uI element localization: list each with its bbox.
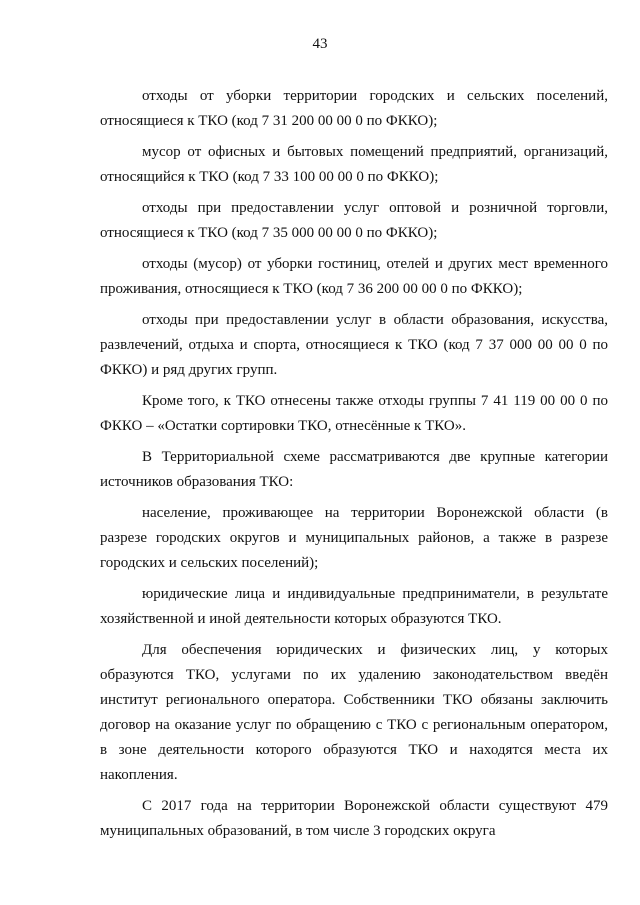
paragraph: юридические лица и индивидуальные предприниматели, в результате хозяйственной и иной деятельности которых образуются ТКО. [100,586,608,627]
paragraph: Кроме того, к ТКО отнесены также отходы группы 7 41 119 00 00 0 по ФККО – «Остатки сортировки ТКО, отнесённые к ТКО». [100,393,608,434]
paragraph: отходы при предоставлении услуг в области образования, искусства, развлечений, отдыха и спорта, относящиеся к ТКО (код 7 37 000 00 00 0 по ФККО) и ряд других групп. [100,312,608,378]
paragraph: отходы от уборки территории городских и сельских поселений, относящиеся к ТКО (код 7 31 200 00 00 0 по ФККО); [100,88,608,129]
paragraph: отходы (мусор) от уборки гостиниц, отелей и других мест временного проживания, относящиеся к ТКО (код 7 36 200 00 00 0 по ФККО); [100,256,608,297]
paragraph: Для обеспечения юридических и физических лиц, у которых образуются ТКО, услугами по их удалению законодательством введён институт регионального оператора. Собственники ТКО обязаны заключить договор на оказание услуг по обращению с ТКО с региональным оператором, в зоне деятельности которого образуются ТКО и находятся места их накопления. [100,642,608,783]
page-body [100,84,608,850]
paragraph: мусор от офисных и бытовых помещений предприятий, организаций, относящийся к ТКО (код 7 33 100 00 00 0 по ФККО); [100,144,608,185]
paragraph: население, проживающее на территории Воронежской области (в разрезе городских округов и муниципальных районов, а также в разрезе городских и сельских поселений); [100,505,608,571]
paragraph: В Территориальной схеме рассматриваются две крупные категории источников образования ТКО: [100,449,608,490]
paragraph: отходы при предоставлении услуг оптовой и розничной торговли, относящиеся к ТКО (код 7 35 000 00 00 0 по ФККО); [100,200,608,241]
page-number: 43 [312,36,328,52]
paragraph: С 2017 года на территории Воронежской области существуют 479 муниципальных образований, в том числе 3 городских округа [100,798,608,839]
